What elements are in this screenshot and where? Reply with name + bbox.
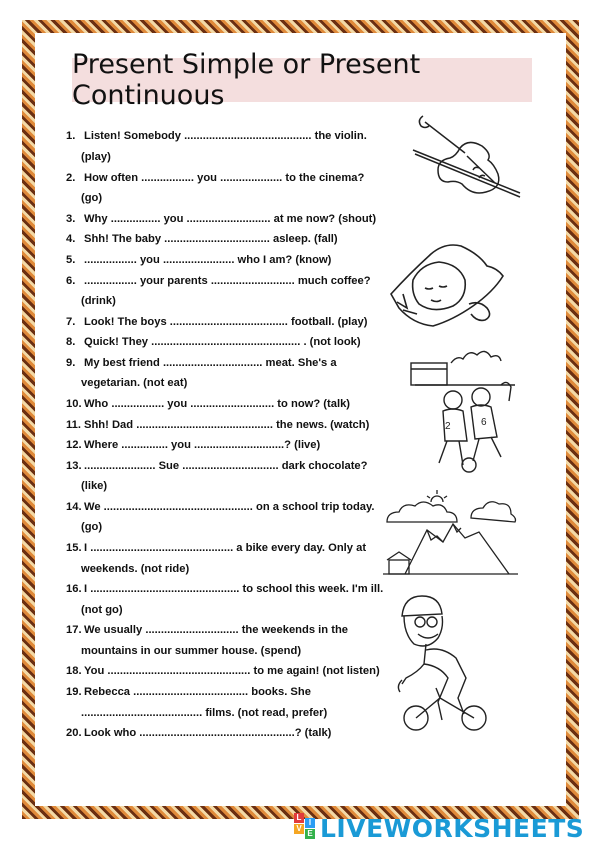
exercise-15: 15. I .............................................. a bike every day. Only at	[66, 542, 367, 554]
footer-brand	[294, 810, 594, 846]
exercise-2: 2. How often ................. you .................... to the cinema?	[66, 172, 365, 184]
exercise-13-cont: (like)	[81, 480, 108, 492]
exercise-19-cont: ....................................... films. (not read, prefer)	[81, 707, 328, 719]
exercise-17: 17. We usually .............................. the weekends in the	[66, 624, 349, 636]
exercise-17-cont: mountains in our summer house. (spend)	[81, 645, 302, 657]
exercise-10: 10. Who ................. you ........................... to now? (talk)	[66, 398, 351, 410]
svg-text:6: 6	[481, 417, 487, 428]
exercise-9: 9. My best friend ................................ meat. She's a	[66, 357, 337, 369]
mountains-landscape-illustration	[383, 488, 518, 578]
svg-text:2: 2	[445, 421, 451, 432]
exercise-2-cont: (go)	[81, 192, 103, 204]
exercise-8: 8. Quick! They ................................................ . (not look)	[66, 336, 361, 348]
exercise-4: 4. Shh! The baby .................................. asleep. (fall)	[66, 233, 338, 245]
worksheet-title: Present Simple or Present Continuous	[72, 58, 532, 102]
violin-illustration	[405, 108, 525, 208]
exercise-16-cont: (not go)	[81, 604, 123, 616]
liveworksheets-logo-icon: L I V E	[294, 813, 316, 843]
exercise-14: 14. We ................................................ on a school trip today.	[66, 501, 375, 513]
exercise-1-cont: (play)	[81, 151, 111, 163]
exercise-1: 1. Listen! Somebody ......................................... the violin.	[66, 130, 367, 142]
exercise-12: 12. Where ............... you .............................? (live)	[66, 439, 321, 451]
exercise-15-cont: weekends. (not ride)	[81, 563, 190, 575]
exercise-3: 3. Why ................ you ........................... at me now? (shout)	[66, 213, 377, 225]
exercise-13: 13. ....................... Sue ............................... dark chocolate?	[66, 460, 368, 472]
exercise-7: 7. Look! The boys ...................................... football. (play)	[66, 316, 368, 328]
exercise-9-cont: vegetarian. (not eat)	[81, 377, 188, 389]
brand-name: LIVEWORKSHEETS	[320, 813, 585, 843]
exercise-5: 5. ................. you ....................... who I am? (know)	[66, 254, 332, 266]
exercise-6: 6. ................. your parents ........................... much coffee?	[66, 275, 371, 287]
exercise-18: 18. You .............................................. to me again! (not listen)	[66, 665, 380, 677]
cyclist-illustration	[390, 590, 520, 740]
exercise-6-cont: (drink)	[81, 295, 116, 307]
exercise-20: 20. Look who ..................................................? (talk)	[66, 727, 332, 739]
boys-playing-football-illustration	[405, 345, 525, 480]
exercise-14-cont: (go)	[81, 521, 103, 533]
sleeping-baby-illustration	[383, 232, 513, 332]
exercise-19: 19. Rebecca ..................................... books. She	[66, 686, 311, 698]
exercise-16: 16. I ................................................ to school this week. I'm ill.	[66, 583, 384, 595]
exercise-11: 11. Shh! Dad ............................................ the news. (watch)	[66, 419, 370, 431]
